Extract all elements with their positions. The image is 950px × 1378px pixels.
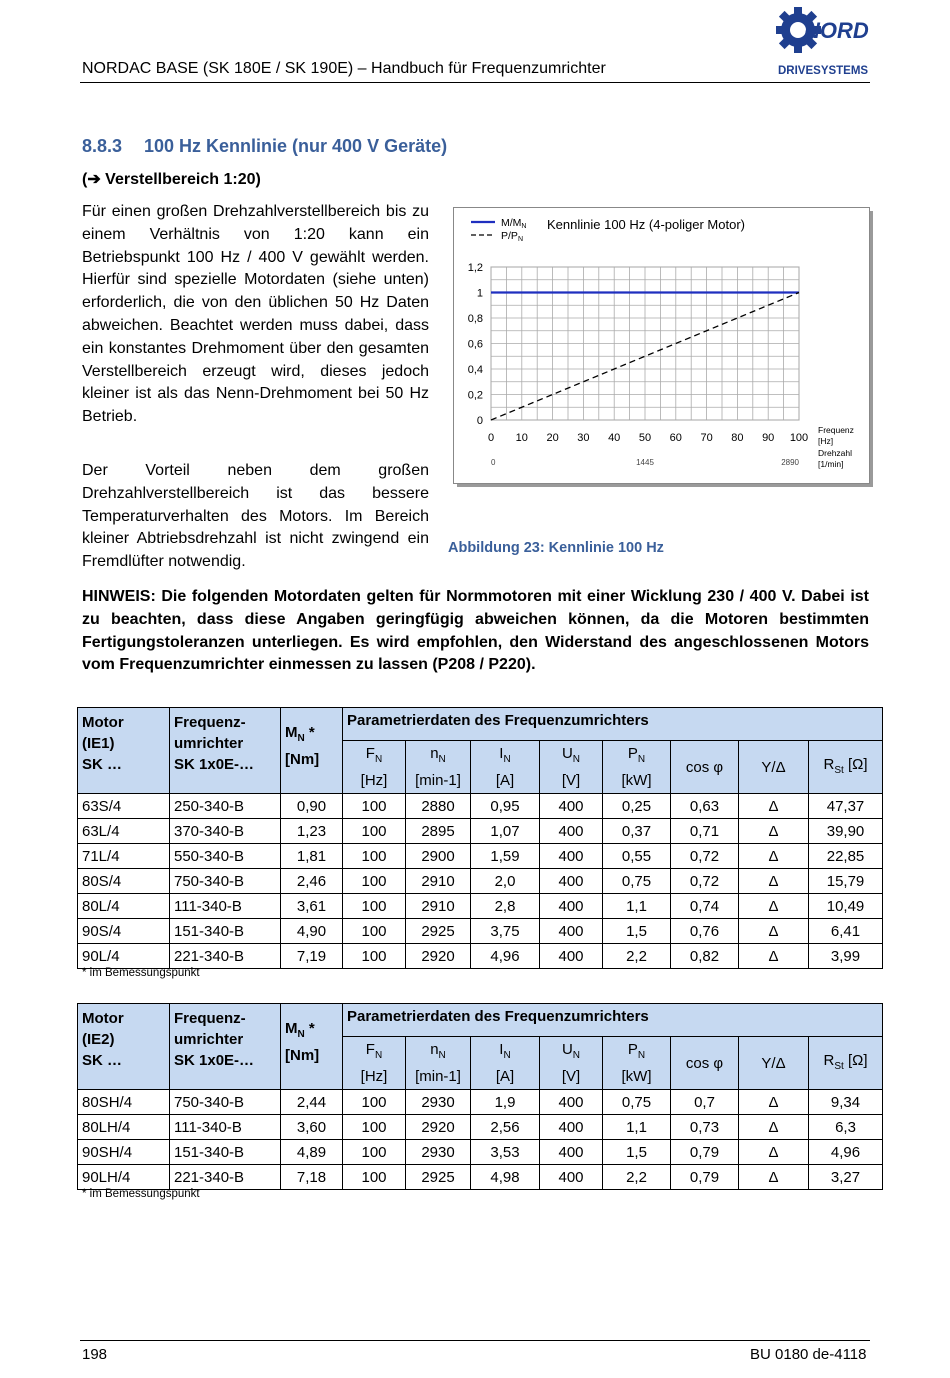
- cosphi-column-header: cos φ: [671, 1037, 739, 1090]
- x-axis-label: [1/min]: [818, 459, 844, 469]
- table-cell: 400: [540, 1090, 603, 1115]
- table-cell: 4,90: [281, 919, 343, 944]
- table-cell: 1,07: [471, 819, 540, 844]
- table-cell: 0,72: [671, 844, 739, 869]
- y-tick-label: 0,4: [467, 364, 483, 376]
- table-cell: 7,18: [281, 1165, 343, 1190]
- table-cell: 0,82: [671, 944, 739, 969]
- table-cell: 0,74: [671, 894, 739, 919]
- table-cell: 750-340-B: [170, 1090, 281, 1115]
- footer-divider: [80, 1340, 870, 1341]
- paragraph-advantage: Der Vorteil neben dem großen Drehzahlverstellbereich ist das bessere Temperaturverhalten des Motors. Im Bereich kleiner Abtriebsdrehzahl ist nicht zwingend ein Fremdlüfter notwendig.: [82, 462, 429, 571]
- table-cell: 0,72: [671, 869, 739, 894]
- table-cell: 100: [343, 1090, 406, 1115]
- column-header: $P_N$ [kW]: [603, 1037, 671, 1090]
- header-divider: [80, 82, 870, 83]
- table-row: [78, 1140, 883, 1165]
- x-tick-label: 40: [608, 432, 621, 444]
- resistance-column-header: $R_{St}$ [Ω]: [809, 1037, 883, 1090]
- table-cell: 0,37: [603, 819, 671, 844]
- table-cell: Δ: [739, 894, 809, 919]
- nord-gear-icon: [776, 4, 872, 80]
- table-cell: 4,98: [471, 1165, 540, 1190]
- table-cell: 400: [540, 819, 603, 844]
- page-number: 198: [82, 1346, 108, 1363]
- table-header-row: [78, 708, 883, 741]
- table-cell: 100: [343, 1115, 406, 1140]
- connection-column-header: Y/Δ: [739, 741, 809, 794]
- table-cell: 0,7: [671, 1090, 739, 1115]
- table-cell: Δ: [739, 1090, 809, 1115]
- table-cell: 71L/4: [78, 844, 170, 869]
- table-cell: 90LH/4: [78, 1165, 170, 1190]
- table-cell: 100: [343, 869, 406, 894]
- table-cell: 750-340-B: [170, 869, 281, 894]
- table-cell: 6,41: [809, 919, 883, 944]
- y-tick-label: 0,8: [467, 313, 483, 325]
- table-cell: 100: [343, 894, 406, 919]
- table-cell: 1,59: [471, 844, 540, 869]
- table-cell: 111-340-B: [170, 894, 281, 919]
- table-cell: 221-340-B: [170, 1165, 281, 1190]
- column-header: $n_N$ [min-1]: [406, 741, 471, 794]
- table-cell: 90SH/4: [78, 1140, 170, 1165]
- parameter-group-header: Parametrierdaten des Frequenzumrichters: [343, 1004, 883, 1037]
- y-tick-label: 0,6: [467, 338, 483, 351]
- resistance-column-header: $R_{St}$ [Ω]: [809, 741, 883, 794]
- table-cell: Δ: [739, 794, 809, 819]
- section-heading: [82, 136, 447, 157]
- torque-column-header: $M_N$ * [Nm]: [281, 708, 343, 794]
- table-cell: Δ: [739, 919, 809, 944]
- paragraph-intro: Für einen großen Drehzahlverstellbereich bis zu einem Verhältnis von 1:20 kann ein Betriebspunkt 100 Hz / 400 V gewählt werden. Hierfür sind spezielle Motordaten (siehe unten) erforderlich, die von den üblichen 50 Hz Daten abweichen. Beachtet werden muss dabei, dass ein konstantes Drehmoment über den gesamten Verstellbereich erzeugt wird, dieses jedoch kleiner ist als das Nenn-Drehmoment bei 50 Hz Betrieb.: [82, 203, 429, 426]
- table-cell: 1,9: [471, 1090, 540, 1115]
- figure-caption: Abbildung 23: Kennlinie 100 Hz: [448, 540, 664, 556]
- table-cell: 7,19: [281, 944, 343, 969]
- parameter-group-header: Parametrierdaten des Frequenzumrichters: [343, 708, 883, 741]
- x-tick-label: 90: [762, 432, 775, 444]
- x-axis-label: [Hz]: [818, 436, 834, 446]
- table-cell: 80SH/4: [78, 1090, 170, 1115]
- table-cell: 10,49: [809, 894, 883, 919]
- table-row: [78, 1115, 883, 1140]
- secondary-x-tick-label: 0: [491, 458, 496, 467]
- table-cell: 4,89: [281, 1140, 343, 1165]
- table-cell: 3,61: [281, 894, 343, 919]
- table-cell: 0,25: [603, 794, 671, 819]
- table-cell: 3,99: [809, 944, 883, 969]
- inverter-column-header: Frequenz- umrichter SK 1x0E-…: [170, 1004, 281, 1090]
- table-cell: 90L/4: [78, 944, 170, 969]
- motor-column-header: Motor (IE1) SK …: [78, 708, 170, 794]
- x-tick-label: 0: [487, 432, 495, 444]
- table-cell: 1,23: [281, 819, 343, 844]
- table-row: [78, 1090, 883, 1115]
- table-cell: 100: [343, 944, 406, 969]
- characteristic-chart: [453, 207, 875, 489]
- document-code: BU 0180 de-4118: [750, 1346, 867, 1363]
- table-cell: 6,3: [809, 1115, 883, 1140]
- table-cell: 39,90: [809, 819, 883, 844]
- nord-logo: [776, 4, 872, 80]
- table-cell: 100: [343, 819, 406, 844]
- column-header: $P_N$ [kW]: [603, 741, 671, 794]
- table-cell: 2,44: [281, 1090, 343, 1115]
- table-cell: 1,5: [603, 1140, 671, 1165]
- table-cell: 2925: [406, 919, 471, 944]
- x-tick-label: 80: [731, 432, 744, 444]
- motor-data-table-ie2: [77, 1003, 883, 1190]
- table-cell: 0,55: [603, 844, 671, 869]
- x-tick-label: 60: [669, 432, 682, 444]
- torque-column-header: $M_N$ * [Nm]: [281, 1004, 343, 1090]
- table-cell: 400: [540, 1165, 603, 1190]
- table-cell: 0,63: [671, 794, 739, 819]
- table-cell: 370-340-B: [170, 819, 281, 844]
- column-header: $I_N$ [A]: [471, 741, 540, 794]
- y-tick-label: 0,2: [467, 389, 483, 402]
- table-cell: 400: [540, 1140, 603, 1165]
- logo-subtext: DRIVESYSTEMS: [778, 65, 869, 77]
- table-cell: 400: [540, 1115, 603, 1140]
- table-cell: 63S/4: [78, 794, 170, 819]
- table-cell: 2,2: [603, 1165, 671, 1190]
- table-cell: 90S/4: [78, 919, 170, 944]
- table-cell: 2,56: [471, 1115, 540, 1140]
- x-axis-label: Frequenz: [818, 425, 854, 435]
- secondary-x-tick-label: 2890: [781, 458, 799, 467]
- connection-column-header: Y/Δ: [739, 1037, 809, 1090]
- table-cell: 0,75: [603, 869, 671, 894]
- table-cell: 0,76: [671, 919, 739, 944]
- table-cell: 0,79: [671, 1140, 739, 1165]
- table-cell: 63L/4: [78, 819, 170, 844]
- table-cell: 2900: [406, 844, 471, 869]
- table-cell: 2880: [406, 794, 471, 819]
- table-cell: 250-340-B: [170, 794, 281, 819]
- table-cell: 0,75: [603, 1090, 671, 1115]
- section-number: 8.8.3: [82, 136, 123, 156]
- table-cell: 1,81: [281, 844, 343, 869]
- motor-data-table-ie1: [77, 707, 883, 969]
- table-cell: 2930: [406, 1090, 471, 1115]
- table-cell: 0,71: [671, 819, 739, 844]
- table-row: [78, 919, 883, 944]
- table-cell: Δ: [739, 1165, 809, 1190]
- table-cell: 400: [540, 869, 603, 894]
- motor-column-header: Motor (IE2) SK …: [78, 1004, 170, 1090]
- column-header: $F_N$ [Hz]: [343, 1037, 406, 1090]
- table-cell: 151-340-B: [170, 919, 281, 944]
- table-cell: 2,2: [603, 944, 671, 969]
- x-tick-label: 70: [700, 432, 713, 444]
- table-cell: 1,1: [603, 894, 671, 919]
- secondary-x-tick-label: 1445: [636, 458, 654, 467]
- table-cell: 15,79: [809, 869, 883, 894]
- x-axis-label: Drehzahl: [818, 448, 853, 458]
- x-tick-label: 100: [789, 432, 809, 444]
- table-footnote: * im Bemessungspunkt: [82, 1188, 200, 1200]
- table-cell: Δ: [739, 869, 809, 894]
- table-cell: 22,85: [809, 844, 883, 869]
- legend-label: M/MN: [501, 217, 527, 230]
- table-row: [78, 869, 883, 894]
- document-title: NORDAC BASE (SK 180E / SK 190E) – Handbuch für Frequenzumrichter: [82, 60, 606, 77]
- column-header: $I_N$ [A]: [471, 1037, 540, 1090]
- table-cell: 1,1: [603, 1115, 671, 1140]
- column-header: $F_N$ [Hz]: [343, 741, 406, 794]
- table-cell: 2,8: [471, 894, 540, 919]
- table-cell: Δ: [739, 1115, 809, 1140]
- table-cell: 400: [540, 944, 603, 969]
- table-cell: 2910: [406, 894, 471, 919]
- chart-svg: [453, 207, 875, 489]
- table-cell: 2910: [406, 869, 471, 894]
- table-row: [78, 1165, 883, 1190]
- column-header: $n_N$ [min-1]: [406, 1037, 471, 1090]
- table-row: [78, 819, 883, 844]
- table-cell: 400: [540, 794, 603, 819]
- table-cell: 4,96: [809, 1140, 883, 1165]
- table-cell: 2930: [406, 1140, 471, 1165]
- legend-label: P/PN: [501, 230, 523, 243]
- table-cell: 9,34: [809, 1090, 883, 1115]
- table-cell: Δ: [739, 1140, 809, 1165]
- table-cell: 100: [343, 794, 406, 819]
- table-cell: 2920: [406, 944, 471, 969]
- table-cell: 2925: [406, 1165, 471, 1190]
- logo-text: NORD: [804, 18, 869, 43]
- table-cell: 100: [343, 1140, 406, 1165]
- table-cell: Δ: [739, 944, 809, 969]
- x-tick-label: 20: [546, 432, 559, 444]
- chart-title: Kennlinie 100 Hz (4-poliger Motor): [547, 217, 745, 232]
- table-cell: Δ: [739, 844, 809, 869]
- y-tick-label: 1: [476, 287, 483, 300]
- table-row: [78, 844, 883, 869]
- table-cell: 3,75: [471, 919, 540, 944]
- section-subheading: (➔ Verstellbereich 1:20): [82, 171, 261, 188]
- table-cell: 100: [343, 1165, 406, 1190]
- note-paragraph: HINWEIS: Die folgenden Motordaten gelten für Normmotoren mit einer Wicklung 230 / 400 V. Dabei ist zu beachten, dass diese Angaben geringfügig abweichen können, da die Motoren bestimmten Fertigungstoleranzen unterliegen. Es wird empfohlen, den Widerstand des angeschlossenen Motors vom Frequenzumrichter einmessen zu lassen (P208 / P220).: [82, 588, 869, 674]
- y-tick-label: 0: [476, 415, 483, 427]
- table-header-row: [78, 1004, 883, 1037]
- table-cell: 2,46: [281, 869, 343, 894]
- table-cell: 2920: [406, 1115, 471, 1140]
- table-cell: 4,96: [471, 944, 540, 969]
- table-cell: 80S/4: [78, 869, 170, 894]
- table-footnote: * im Bemessungspunkt: [82, 967, 200, 979]
- table-cell: 2895: [406, 819, 471, 844]
- table-cell: 221-340-B: [170, 944, 281, 969]
- table-cell: 100: [343, 844, 406, 869]
- column-header: $U_N$ [V]: [540, 1037, 603, 1090]
- y-tick-label: 1,2: [467, 262, 483, 274]
- table-cell: 100: [343, 919, 406, 944]
- x-tick-label: 10: [515, 432, 528, 444]
- table-cell: 80L/4: [78, 894, 170, 919]
- table-cell: 400: [540, 844, 603, 869]
- table-cell: 400: [540, 919, 603, 944]
- table-cell: 3,27: [809, 1165, 883, 1190]
- table-cell: 2,0: [471, 869, 540, 894]
- table-cell: 0,79: [671, 1165, 739, 1190]
- table-row: [78, 894, 883, 919]
- table-row: [78, 794, 883, 819]
- x-tick-label: 30: [577, 432, 590, 444]
- inverter-column-header: Frequenz- umrichter SK 1x0E-…: [170, 708, 281, 794]
- table-cell: 400: [540, 894, 603, 919]
- table-cell: Δ: [739, 819, 809, 844]
- table-cell: 47,37: [809, 794, 883, 819]
- table-cell: 3,60: [281, 1115, 343, 1140]
- table-cell: 80LH/4: [78, 1115, 170, 1140]
- table-cell: 0,73: [671, 1115, 739, 1140]
- table-row: [78, 944, 883, 969]
- table-cell: 0,95: [471, 794, 540, 819]
- table-cell: 111-340-B: [170, 1115, 281, 1140]
- column-header: $U_N$ [V]: [540, 741, 603, 794]
- cosphi-column-header: cos φ: [671, 741, 739, 794]
- table-cell: 0,90: [281, 794, 343, 819]
- table-cell: 3,53: [471, 1140, 540, 1165]
- table-cell: 151-340-B: [170, 1140, 281, 1165]
- x-tick-label: 50: [638, 432, 652, 444]
- table-cell: 550-340-B: [170, 844, 281, 869]
- section-title: 100 Hz Kennlinie (nur 400 V Geräte): [144, 136, 448, 156]
- table-cell: 1,5: [603, 919, 671, 944]
